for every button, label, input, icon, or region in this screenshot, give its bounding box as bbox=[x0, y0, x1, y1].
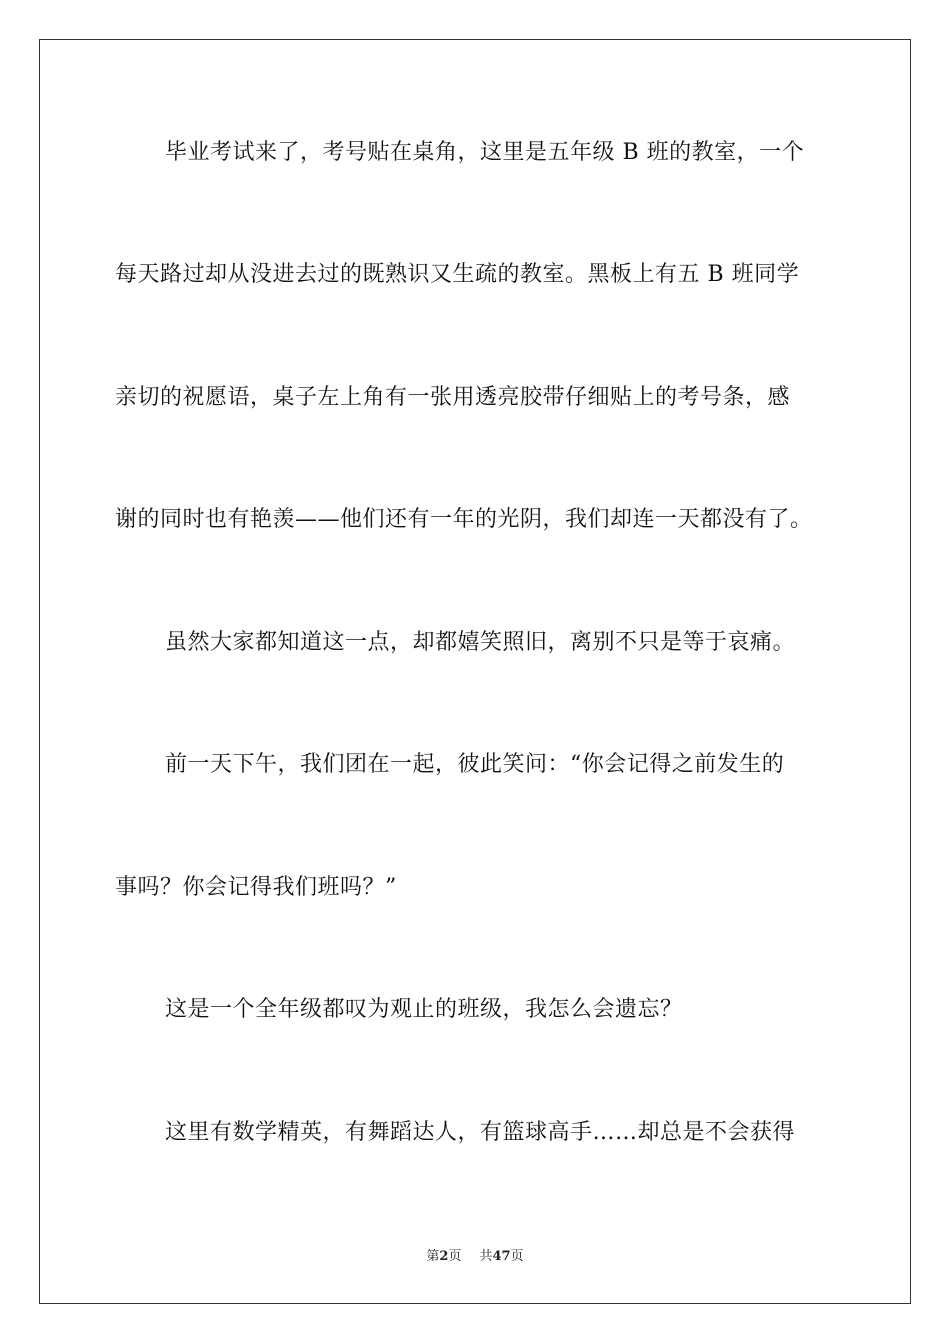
page-frame bbox=[39, 39, 911, 1304]
footer-total-pages: 47 bbox=[492, 1249, 511, 1264]
text-line-4: 谢的同时也有艳羡——他们还有一年的光阴，我们却连一天都没有了。 bbox=[115, 507, 813, 532]
text-line-8: 这是一个全年级都叹为观止的班级，我怎么会遗忘？ bbox=[165, 997, 683, 1022]
footer-page-prefix: 第 bbox=[426, 1249, 440, 1264]
page-footer bbox=[0, 1248, 950, 1266]
text-line-9: 这里有数学精英，有舞蹈达人，有篮球高手……却总是不会获得 bbox=[165, 1120, 796, 1145]
text-line-1: 毕业考试来了，考号贴在桌角，这里是五年级 B 班的教室，一个 bbox=[165, 140, 805, 165]
footer-page-suffix: 页 bbox=[448, 1249, 462, 1264]
footer-total-suffix: 页 bbox=[510, 1249, 524, 1264]
text-line-2: 每天路过却从没进去过的既熟识又生疏的教室。黑板上有五 B 班同学 bbox=[115, 262, 800, 287]
text-line-6: 前一天下午，我们团在一起，彼此笑问：“你会记得之前发生的 bbox=[165, 752, 785, 777]
footer-total-prefix: 共 bbox=[479, 1249, 493, 1264]
text-line-3: 亲切的祝愿语，桌子左上角有一张用透亮胶带仔细贴上的考号条，感 bbox=[115, 385, 791, 410]
footer-page-number: 2 bbox=[439, 1249, 449, 1264]
text-line-7: 事吗？你会记得我们班吗？” bbox=[115, 875, 397, 900]
text-line-5: 虽然大家都知道这一点，却都嬉笑照旧，离别不只是等于哀痛。 bbox=[165, 630, 796, 655]
